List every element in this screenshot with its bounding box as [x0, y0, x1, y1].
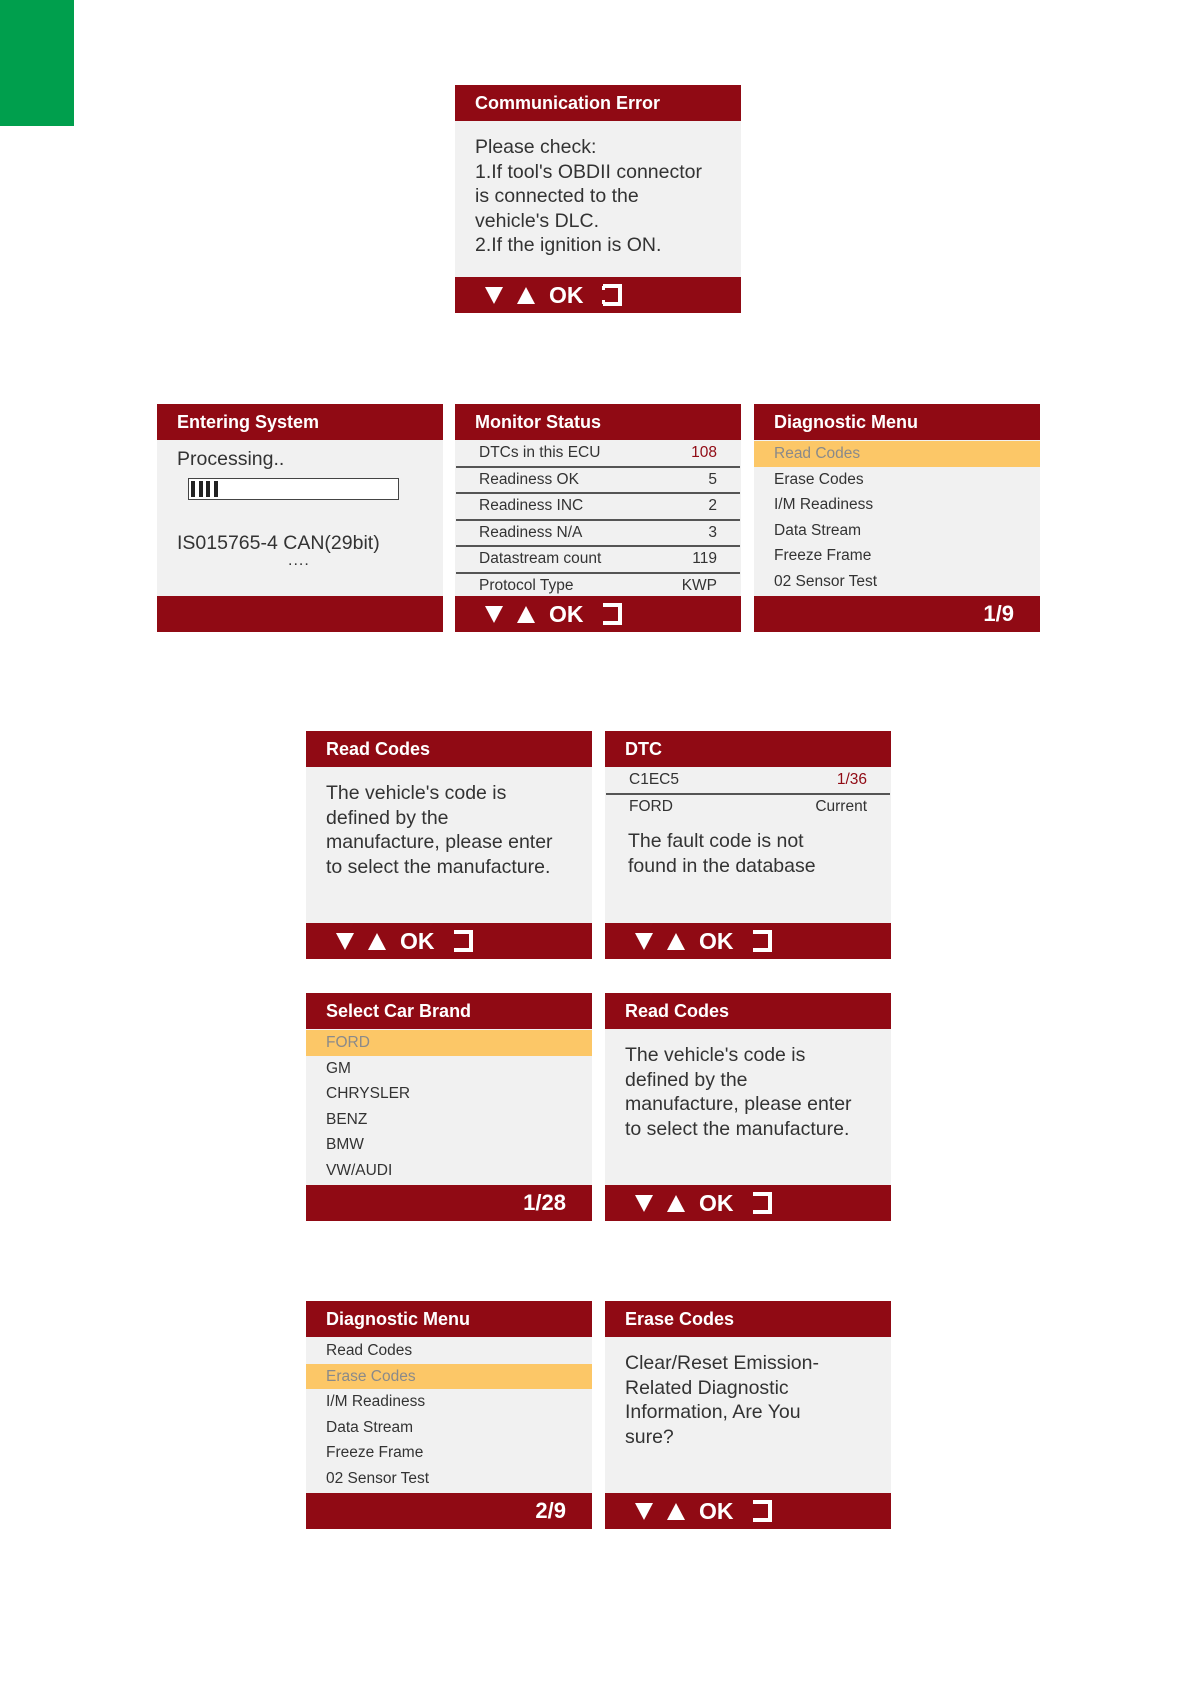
- nav-bar: [605, 923, 891, 959]
- arrow-down-icon[interactable]: [485, 287, 503, 304]
- arrow-up-icon[interactable]: [517, 606, 535, 623]
- ok-button[interactable]: OK: [549, 281, 584, 308]
- menu-item-erase-codes[interactable]: Erase Codes: [774, 470, 864, 488]
- arrow-up-icon[interactable]: [667, 933, 685, 950]
- screen-entering-system: [157, 404, 443, 632]
- back-icon[interactable]: [752, 929, 774, 953]
- brand-item-benz[interactable]: BENZ: [326, 1110, 368, 1128]
- dtc-code: C1EC5: [629, 771, 679, 788]
- screen-dtc: [605, 731, 891, 959]
- screen-title: Read Codes: [306, 731, 592, 767]
- arrow-up-icon[interactable]: [368, 933, 386, 950]
- back-icon[interactable]: [602, 602, 624, 626]
- table-row: [606, 795, 890, 820]
- screen-communication-error: [455, 85, 741, 313]
- message-line: Information, Are You: [625, 1401, 801, 1423]
- message-line: The fault code is not: [628, 830, 804, 852]
- back-icon[interactable]: [752, 1191, 774, 1215]
- nav-bar: [157, 596, 443, 632]
- row-label: DTCs in this ECU: [479, 444, 601, 461]
- message-line: Please check:: [475, 136, 597, 158]
- ok-button[interactable]: OK: [549, 600, 584, 627]
- screen-title: Select Car Brand: [306, 993, 592, 1029]
- message-line: is connected to the: [475, 185, 639, 207]
- confirm-message: [625, 1351, 875, 1449]
- menu-item-data-stream[interactable]: Data Stream: [774, 521, 862, 539]
- row-value: 5: [708, 470, 717, 488]
- row-label: Datastream count: [479, 550, 602, 567]
- page-tab-marker: [0, 0, 74, 126]
- dtc-message: [628, 829, 878, 878]
- message-line: to select the manufacture.: [326, 855, 551, 878]
- row-label: Readiness N/A: [479, 523, 583, 541]
- table-row: [456, 468, 740, 495]
- menu-item-read-codes[interactable]: Read Codes: [754, 441, 1040, 467]
- progress-bar: [188, 478, 399, 500]
- nav-bar: [605, 1493, 891, 1529]
- message-line: found in the database: [628, 854, 816, 877]
- row-label: Readiness INC: [479, 497, 584, 514]
- brand-item-vw-audi[interactable]: VW/AUDI: [326, 1161, 393, 1179]
- message-line: 1.If tool's OBDII connector: [475, 160, 702, 183]
- back-icon[interactable]: [752, 1499, 774, 1523]
- menu-list: [754, 441, 1040, 594]
- screen-title: Read Codes: [605, 993, 891, 1029]
- page-indicator: 2/9: [535, 1498, 566, 1523]
- arrow-down-icon[interactable]: [635, 1195, 653, 1212]
- screen-read-codes: [306, 731, 592, 959]
- menu-item-im-readiness[interactable]: I/M Readiness: [326, 1393, 426, 1410]
- brand-item-bmw[interactable]: BMW: [326, 1136, 364, 1153]
- row-label: Readiness OK: [479, 470, 579, 488]
- message-line: defined by the: [625, 1068, 748, 1091]
- screen-title: Diagnostic Menu: [754, 404, 1040, 440]
- message-line: vehicle's DLC.: [475, 209, 600, 232]
- nav-bar: [306, 1185, 592, 1221]
- nav-bar: [754, 596, 1040, 632]
- table-row: [456, 574, 740, 599]
- ok-button[interactable]: OK: [699, 927, 734, 954]
- menu-item-o2-sensor-test[interactable]: 02 Sensor Test: [326, 1469, 430, 1487]
- row-value: 3: [708, 523, 717, 541]
- message-line: sure?: [625, 1425, 674, 1448]
- status-table: [455, 441, 741, 598]
- row-value: 108: [691, 444, 717, 461]
- arrow-down-icon[interactable]: [485, 606, 503, 623]
- row-value: 119: [692, 550, 717, 567]
- row-value: 2: [708, 497, 717, 514]
- table-row: [456, 441, 740, 468]
- brand-item-chrysler[interactable]: CHRYSLER: [326, 1085, 411, 1102]
- menu-item-o2-sensor-test[interactable]: 02 Sensor Test: [774, 572, 878, 590]
- message-line: 2.If the ignition is ON.: [475, 234, 662, 256]
- screen-diagnostic-menu: [754, 404, 1040, 632]
- table-row: [456, 494, 740, 521]
- message-line: Related Diagnostic: [625, 1376, 789, 1399]
- menu-list: [306, 1338, 592, 1491]
- table-row: [456, 521, 740, 548]
- arrow-up-icon[interactable]: [517, 287, 535, 304]
- table-row: [456, 547, 740, 574]
- brand-item-ford[interactable]: FORD: [306, 1030, 592, 1056]
- screen-diagnostic-menu: [306, 1301, 592, 1529]
- nav-bar: [455, 277, 741, 313]
- brand-list: [306, 1030, 592, 1183]
- loading-dots: ....: [288, 552, 310, 569]
- menu-item-read-codes[interactable]: Read Codes: [326, 1342, 413, 1359]
- brand-item-gm[interactable]: GM: [326, 1059, 351, 1077]
- screen-title: Communication Error: [455, 85, 741, 121]
- arrow-down-icon[interactable]: [635, 933, 653, 950]
- screen-erase-codes: [605, 1301, 891, 1529]
- arrow-down-icon[interactable]: [336, 933, 354, 950]
- back-icon[interactable]: [453, 929, 475, 953]
- info-message: [625, 1043, 875, 1141]
- screen-monitor-status: [455, 404, 741, 632]
- menu-item-freeze-frame[interactable]: Freeze Frame: [326, 1444, 424, 1461]
- protocol-label: IS015765-4 CAN(29bit): [177, 532, 380, 554]
- menu-item-data-stream[interactable]: Data Stream: [326, 1418, 414, 1436]
- menu-item-freeze-frame[interactable]: Freeze Frame: [774, 547, 872, 564]
- nav-bar: [605, 1185, 891, 1221]
- row-label: Protocol Type: [479, 576, 574, 594]
- message-line: The vehicle's code is: [625, 1044, 806, 1066]
- error-message: [475, 135, 725, 258]
- page-indicator: 1/28: [523, 1190, 566, 1215]
- message-line: Clear/Reset Emission-: [625, 1352, 819, 1374]
- screen-title: DTC: [605, 731, 891, 767]
- screen-title: Diagnostic Menu: [306, 1301, 592, 1337]
- message-line: to select the manufacture.: [625, 1117, 850, 1140]
- message-line: manufacture, please enter: [625, 1093, 852, 1115]
- progress-fill: [191, 481, 221, 497]
- dtc-make: FORD: [629, 797, 673, 815]
- nav-bar: [306, 1493, 592, 1529]
- screen-title: Monitor Status: [455, 404, 741, 440]
- ok-button[interactable]: OK: [699, 1497, 734, 1524]
- message-line: The vehicle's code is: [326, 782, 507, 804]
- dtc-status: Current: [815, 797, 867, 815]
- screen-read-codes: [605, 993, 891, 1221]
- info-message: [326, 781, 576, 879]
- message-line: defined by the: [326, 806, 449, 829]
- arrow-down-icon[interactable]: [635, 1503, 653, 1520]
- screen-title: Entering System: [157, 404, 443, 440]
- ok-button[interactable]: OK: [699, 1189, 734, 1216]
- message-line: manufacture, please enter: [326, 831, 553, 853]
- screen-title: Erase Codes: [605, 1301, 891, 1337]
- page-indicator: 1/9: [983, 601, 1014, 626]
- menu-item-im-readiness[interactable]: I/M Readiness: [774, 496, 874, 513]
- nav-bar: [306, 923, 592, 959]
- arrow-up-icon[interactable]: [667, 1195, 685, 1212]
- menu-item-erase-codes[interactable]: Erase Codes: [306, 1364, 592, 1390]
- table-row: [606, 768, 890, 795]
- dtc-info: [605, 768, 891, 819]
- nav-bar: [455, 596, 741, 632]
- back-icon[interactable]: [602, 283, 624, 307]
- ok-button[interactable]: OK: [400, 927, 435, 954]
- row-value: KWP: [681, 576, 717, 594]
- processing-label: Processing..: [177, 448, 285, 470]
- screen-select-car-brand: [306, 993, 592, 1221]
- arrow-up-icon[interactable]: [667, 1503, 685, 1520]
- dtc-count: 1/36: [836, 771, 867, 788]
